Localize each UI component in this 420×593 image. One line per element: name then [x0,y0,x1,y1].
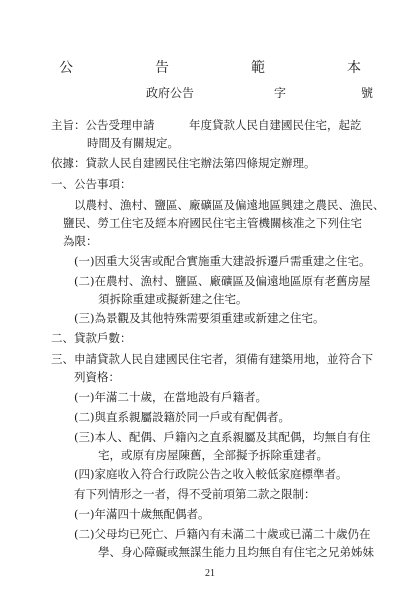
list-item: (二)父母均已死亡、戶籍內有未滿二十歲或已滿二十歲仍在 [74,527,371,541]
list-item: (一)年滿四十歲無配偶者。 [74,507,210,521]
paragraph-line: 有下列情形之一者，得不受前項第二款之限制： [74,487,316,501]
list-item: (四)家庭收入符合行政院公告之收入較低家庭標準者。 [74,467,348,481]
paragraph-line: 以農村、漁村、鹽區、廠礦區及偏遠地區興建之農民、漁民、 [74,198,385,212]
issuer-label: 政府公告 [146,86,195,100]
section-heading: 三、申請貸款人民自建國民住宅者，須備有建築用地，並符合下 [51,352,373,366]
paragraph-line: 鹽民、勞工住宅及經本府國民住宅主管機關核准之下列住宅 [63,216,362,230]
list-item-continued: 須拆除重建或擬新建之住宅。 [98,292,248,306]
subject-line-continued: 時間及有關規定。 [87,136,179,150]
section-heading-continued: 列資格： [74,370,120,384]
list-item: (一)年滿二十歲，在當地設有戶籍者。 [74,390,267,404]
basis-line: 依據：貸款人民自建國民住宅辦法第四條規定辦理。 [51,156,316,170]
list-item: (二)與直系親屬設籍於同一戶或有配偶者。 [74,410,290,424]
list-item-continued: 宅，或原有房屋陳舊，全部擬予拆除重建者。 [98,448,328,462]
list-item: (三)本人、配偶、戶籍內之直系親屬及其配偶，均無自有住 [74,430,371,444]
announcement-header [146,84,374,100]
section-heading: 一、公告事項： [51,177,132,191]
list-item: (三)為景觀及其他特殊需要須重建或新建之住宅。 [74,311,325,325]
section-heading: 二、貸款戶數： [51,331,132,345]
list-item: (一)因重大災害或配合實施重大建設拆遷戶需重建之住宅。 [74,254,371,268]
paragraph-line: 為限： [63,234,98,248]
hao-label: 號 [361,86,374,100]
list-item: (二)在農村、漁村、鹽區、廠礦區及偏遠地區原有老舊房屋 [74,274,371,288]
page-number: 21 [205,568,215,579]
list-item-continued: 學、身心障礙或無謀生能力且均無自有住宅之兄弟姊妹 [98,545,374,559]
subject-line: 主旨：公告受理申請 年度貸款人民自建國民住宅，起訖 [51,118,362,132]
document-title: 公 告 範 本 [59,60,395,76]
zi-label: 字 [274,86,287,100]
